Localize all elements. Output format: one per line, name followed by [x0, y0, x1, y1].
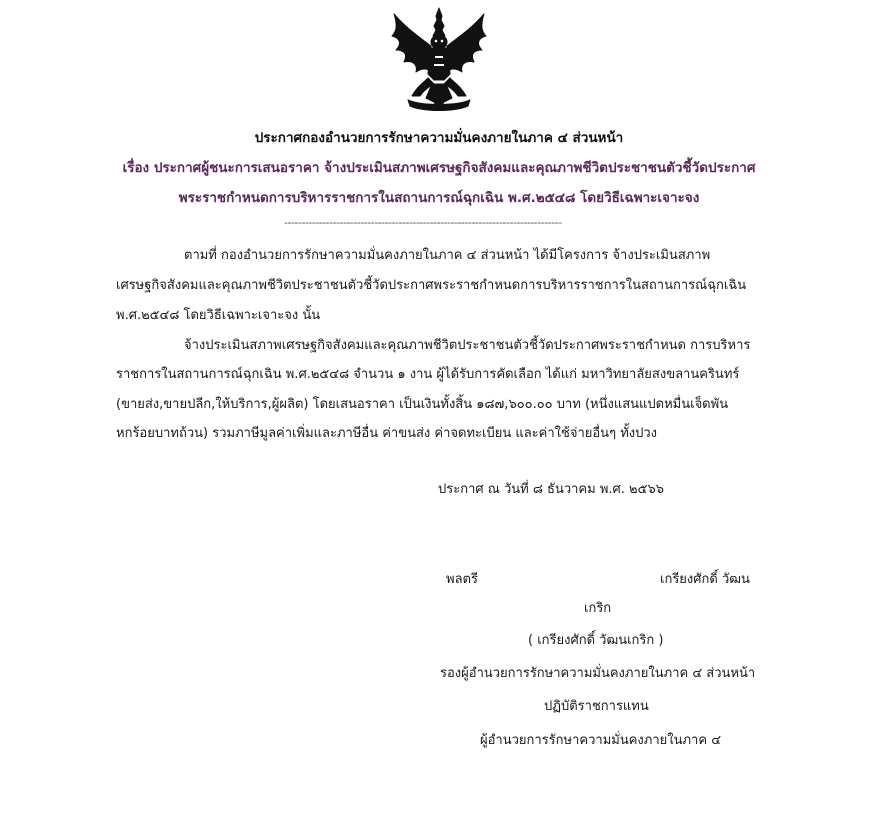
para2-line-4: หกร้อยบาทถ้วน) รวมภาษีมูลค่าเพิ่มและภาษีอื่น ค่าขนส่ง ค่าจดทะเบียน และค่าใช้จ่ายอื่นๆ ทั้งปวง	[116, 426, 658, 441]
signature-name-part-1: เกรียงศักดิ์ วัฒน	[660, 572, 750, 587]
para2-line-3: (ขายส่ง,ขายปลีก,ให้บริการ,ผู้ผลิต) โดยเสนอราคา เป็นเงินทั้งสิ้น ๑๘๗,๖๐๐.๐๐ บาท (หนึ่งแสนแปดหมื่นเจ็ดพัน	[116, 397, 729, 412]
divider-line: --------------------------------------------------------------------------------	[284, 216, 562, 229]
signer-position-3: ผู้อำนวยการรักษาความมั่นคงภายในภาค ๔	[480, 733, 722, 748]
signer-rank: พลตรี	[446, 572, 478, 587]
signer-position-1: รองผู้อำนวยการรักษาความมั่นคงภายในภาค ๔ ส่วนหน้า	[440, 666, 756, 681]
signature-name-part-2: เกริก	[584, 601, 612, 616]
para1-line-2: เศรษฐกิจสังคมและคุณภาพชีวิตประชาชนตัวชี้วัดประกาศพระราชกำหนดการบริหารราชการในสถานการณ์ฉุกเฉิน	[116, 278, 747, 293]
announcement-date: ประกาศ ณ วันที่ ๘ ธันวาคม พ.ศ. ๒๕๖๖	[438, 482, 664, 497]
para2-line-2: ราชการในสถานการณ์ฉุกเฉิน พ.ศ.๒๕๔๘ จำนวน ๑ งาน ผู้ได้รับการคัดเลือก ได้แก่ มหาวิทยาลัยสงขลานครินทร์	[116, 367, 740, 382]
para2-line-1: จ้างประเมินสภาพเศรษฐกิจสังคมและคุณภาพชีวิตประชาชนตัวชี้วัดประกาศพระราชกำหนด การบริหาร	[184, 338, 751, 353]
para1-line-1: ตามที่ กองอำนวยการรักษาความมั่นคงภายในภาค ๔ ส่วนหน้า ได้มีโครงการ จ้างประเมินสภาพ	[184, 248, 711, 263]
para1-line-3: พ.ศ.๒๕๔๘ โดยวิธีเฉพาะเจาะจง นั้น	[116, 308, 321, 323]
announcement-title: ประกาศกองอำนวยการรักษาความมั่นคงภายในภาค ๔ ส่วนหน้า	[254, 130, 624, 146]
garuda-emblem-icon	[388, 6, 490, 118]
signer-position-2: ปฏิบัติราชการแทน	[544, 699, 649, 714]
signer-full-name: ( เกรียงศักดิ์ วัฒนเกริก )	[528, 633, 664, 648]
subject-line-2: พระราชกำหนดการบริหารราชการในสถานการณ์ฉุกเฉิน พ.ศ.๒๕๔๘ โดยวิธีเฉพาะเจาะจง	[178, 190, 700, 206]
subject-line-1: เรื่อง ประกาศผู้ชนะการเสนอราคา จ้างประเมินสภาพเศรษฐกิจสังคมและคุณภาพชีวิตประชาชนตัวชี้วัดประกาศ	[122, 160, 756, 176]
